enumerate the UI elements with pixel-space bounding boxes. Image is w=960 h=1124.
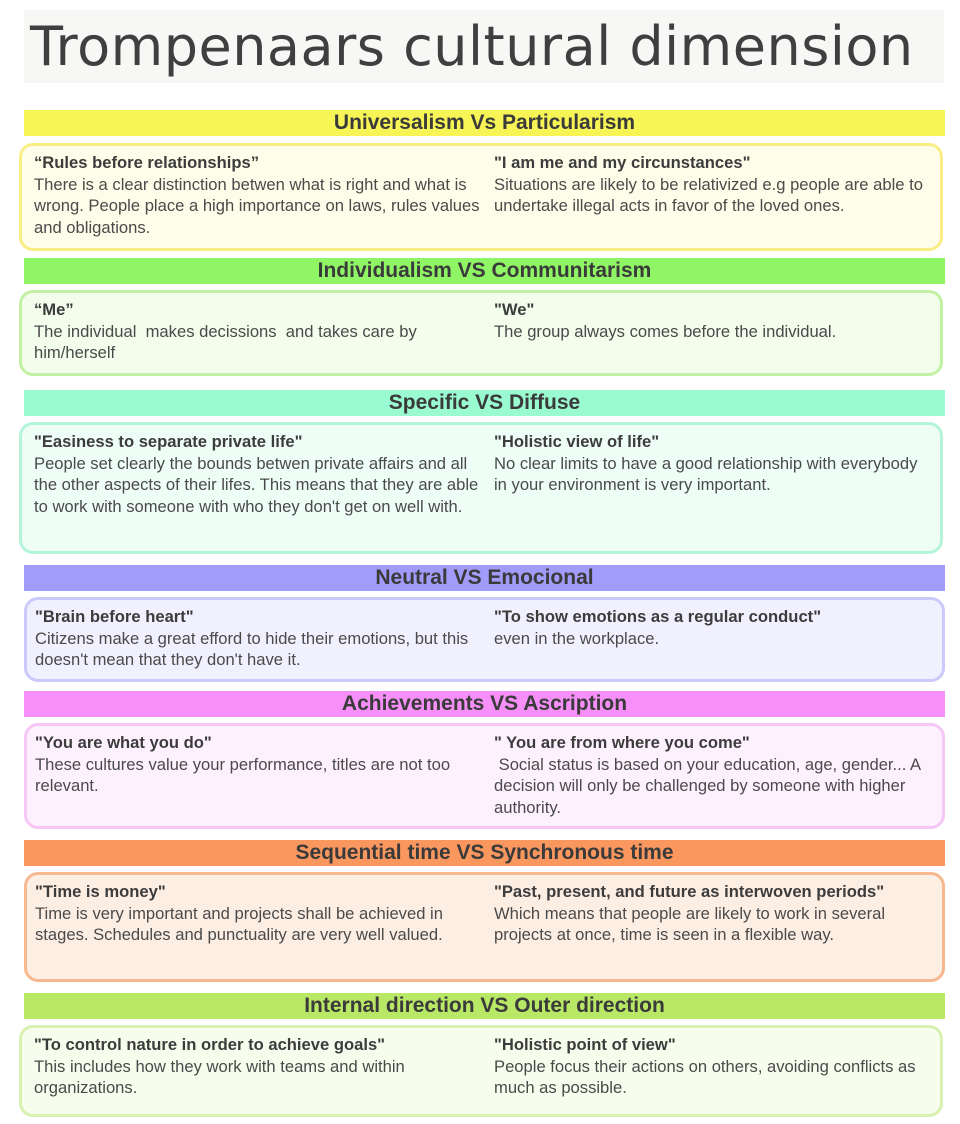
left-column <box>34 1034 482 1099</box>
left-column <box>35 881 483 946</box>
right-description: Situations are likely to be relativized e.g people are able to undertake illegal acts in favor of the loved ones. <box>494 174 928 215</box>
right-column <box>494 606 934 649</box>
right-quote: "To show emotions as a regular conduct" <box>494 607 822 626</box>
section-box-internal <box>19 1025 943 1117</box>
right-column <box>494 1034 934 1099</box>
left-description: Time is very important and projects shall be achieved in stages. Schedules and punctuality are very well valued. <box>35 903 448 944</box>
right-quote: "I am me and my circunstances" <box>494 153 751 172</box>
section-box-neutral <box>24 597 945 682</box>
left-quote: "Time is money" <box>35 882 166 901</box>
section-heading-specific: Specific VS Diffuse <box>24 390 945 416</box>
left-description: Citizens make a great efford to hide their emotions, but this doesn't mean that they don't have it. <box>35 628 473 669</box>
left-quote: “Rules before relationships” <box>34 153 259 172</box>
right-description: The group always comes before the individual. <box>494 321 837 341</box>
section-heading-neutral: Neutral VS Emocional <box>24 565 945 591</box>
right-description: No clear limits to have a good relationship with everybody in your environment is very important. <box>494 453 922 494</box>
right-quote: "Holistic view of life" <box>494 432 660 451</box>
section-heading-internal: Internal direction VS Outer direction <box>24 993 945 1019</box>
section-box-specific <box>19 422 943 554</box>
right-column <box>494 881 934 946</box>
left-column <box>34 299 482 364</box>
section-heading-achievements: Achievements VS Ascription <box>24 691 945 717</box>
right-column <box>494 431 934 496</box>
right-quote: "We" <box>494 300 535 319</box>
left-quote: "You are what you do" <box>35 733 212 752</box>
right-quote: "Past, present, and future as interwoven periods" <box>494 882 885 901</box>
section-box-individualism <box>19 290 943 376</box>
right-column <box>494 732 934 818</box>
left-quote: "Brain before heart" <box>35 607 194 626</box>
section-box-universalism <box>19 143 943 251</box>
left-quote: "To control nature in order to achieve goals" <box>34 1035 386 1054</box>
right-description: Which means that people are likely to work in several projects at once, time is seen in a flexible way. <box>494 903 890 944</box>
left-column <box>35 732 483 797</box>
right-description: Social status is based on your education, age, gender... A decision will only be challenged by someone with higher authority. <box>494 754 925 817</box>
left-column <box>35 606 483 671</box>
right-quote: "Holistic point of view" <box>494 1035 676 1054</box>
left-description: There is a clear distinction betwen what is right and what is wrong. People place a high importance on laws, rules values and obligations. <box>34 174 485 237</box>
section-box-sequential <box>24 872 945 982</box>
section-heading-individualism: Individualism VS Communitarism <box>24 258 945 284</box>
section-box-achievements <box>24 723 945 829</box>
left-description: The individual makes decissions and takes care by him/herself <box>34 321 422 362</box>
right-column <box>494 152 934 217</box>
left-column <box>34 152 485 238</box>
page-title: Trompenaars cultural dimension <box>30 15 914 78</box>
left-description: These cultures value your performance, titles are not too relevant. <box>35 754 455 795</box>
right-description: even in the workplace. <box>494 628 660 648</box>
right-column <box>494 299 934 342</box>
left-description: People set clearly the bounds betwen private affairs and all the other aspects of their lifes. This means that they are able to work with someone with who they don't get on well with. <box>34 453 483 516</box>
left-quote: "Easiness to separate private life" <box>34 432 303 451</box>
right-quote: " You are from where you come" <box>494 733 750 752</box>
left-description: This includes how they work with teams and within organizations. <box>34 1056 410 1097</box>
left-quote: “Me” <box>34 300 74 319</box>
right-description: People focus their actions on others, avoiding conflicts as much as possible. <box>494 1056 921 1097</box>
section-heading-universalism: Universalism Vs Particularism <box>24 110 945 136</box>
left-column <box>34 431 482 517</box>
section-heading-sequential: Sequential time VS Synchronous time <box>24 840 945 866</box>
